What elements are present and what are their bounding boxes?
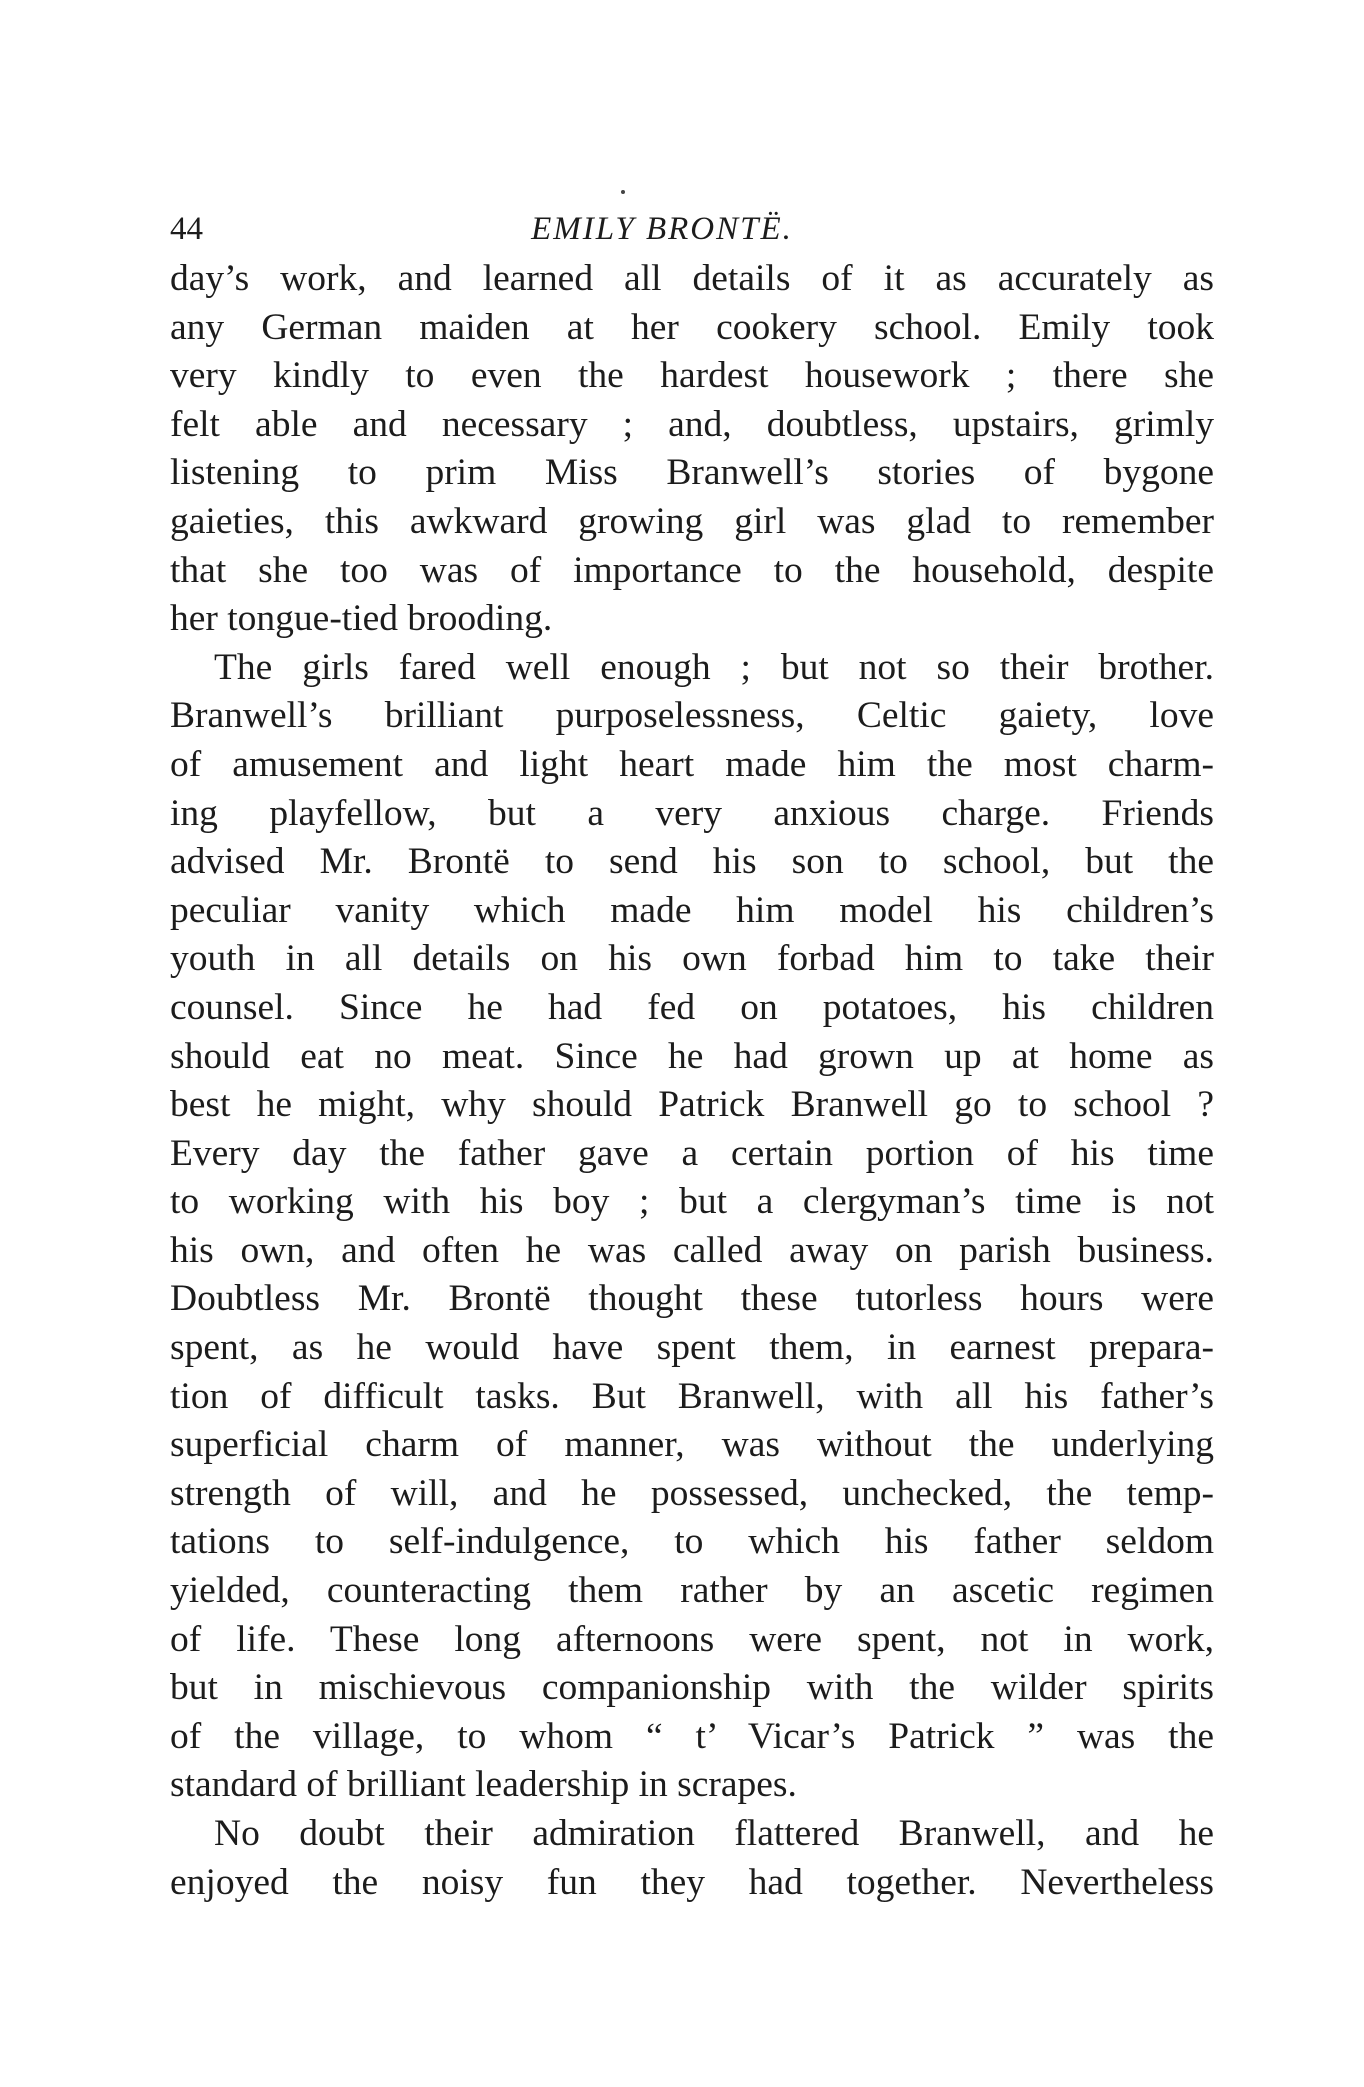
text-line: her tongue-tied brooding.: [170, 598, 553, 640]
book-page: [170, 205, 1214, 1907]
text-line: of life. These long afternoons were spent, not in work,: [170, 1618, 1214, 1660]
text-line: his own, and often he was called away on parish business.: [170, 1229, 1214, 1271]
text-line: superficial charm of manner, was without the underlying: [170, 1424, 1214, 1466]
text-line: tations to self-indulgence, to which his father seldom: [170, 1521, 1214, 1563]
text-line: listening to prim Miss Branwell’s stories of bygone: [170, 452, 1214, 494]
text-line: that she too was of importance to the household, despite: [170, 549, 1214, 591]
text-line: enjoyed the noisy fun they had together. Nevertheless: [170, 1861, 1214, 1903]
text-line: gaieties, this awkward growing girl was glad to remember: [170, 500, 1214, 542]
text-line: of amusement and light heart made him the most charm-: [170, 743, 1214, 785]
text-line: counsel. Since he had fed on potatoes, his children: [170, 986, 1214, 1028]
running-title: EMILY BRONTË.: [531, 211, 793, 247]
text-line: best he might, why should Patrick Branwell go to school ?: [170, 1084, 1214, 1126]
paragraph: [170, 1810, 1214, 1907]
body-text: [170, 255, 1214, 1907]
text-line: spent, as he would have spent them, in earnest prepara-: [170, 1327, 1214, 1369]
text-line: of the village, to whom “ t’ Vicar’s Patrick ” was the: [170, 1715, 1214, 1757]
text-line: advised Mr. Brontë to send his son to school, but the: [170, 841, 1214, 883]
text-line: The girls fared well enough ; but not so their brother.: [214, 646, 1214, 688]
page-number: 44: [170, 211, 203, 247]
paragraph: [170, 255, 1214, 644]
text-line: youth in all details on his own forbad him to take their: [170, 938, 1214, 980]
text-line: should eat no meat. Since he had grown up at home as: [170, 1035, 1214, 1077]
text-line: felt able and necessary ; and, doubtless, upstairs, grimly: [170, 403, 1214, 445]
text-line: very kindly to even the hardest housework ; there she: [170, 355, 1214, 397]
text-line: Every day the father gave a certain portion of his time: [170, 1132, 1214, 1174]
text-line: day’s work, and learned all details of it as accurately as: [170, 258, 1214, 299]
text-line: tion of difficult tasks. But Branwell, with all his father’s: [170, 1375, 1214, 1417]
text-line: yielded, counteracting them rather by an ascetic regimen: [170, 1570, 1214, 1612]
text-line: strength of will, and he possessed, unchecked, the temp-: [170, 1472, 1214, 1514]
text-line: Doubtless Mr. Brontë thought these tutorless hours were: [170, 1278, 1214, 1320]
text-line: but in mischievous companionship with the wilder spirits: [170, 1667, 1214, 1709]
paragraph: [170, 644, 1214, 1810]
text-line: to working with his boy ; but a clergyman’s time is not: [170, 1181, 1214, 1223]
running-head: [170, 205, 1214, 253]
text-line: ing playfellow, but a very anxious charge. Friends: [170, 792, 1214, 834]
text-line: No doubt their admiration flattered Branwell, and he: [214, 1813, 1214, 1854]
text-line: Branwell’s brilliant purposelessness, Celtic gaiety, love: [170, 695, 1214, 737]
text-line: standard of brilliant leadership in scrapes.: [170, 1764, 797, 1806]
text-line: peculiar vanity which made him model his children’s: [170, 889, 1214, 931]
text-line: any German maiden at her cookery school. Emily took: [170, 306, 1214, 348]
print-speck: [621, 190, 625, 194]
